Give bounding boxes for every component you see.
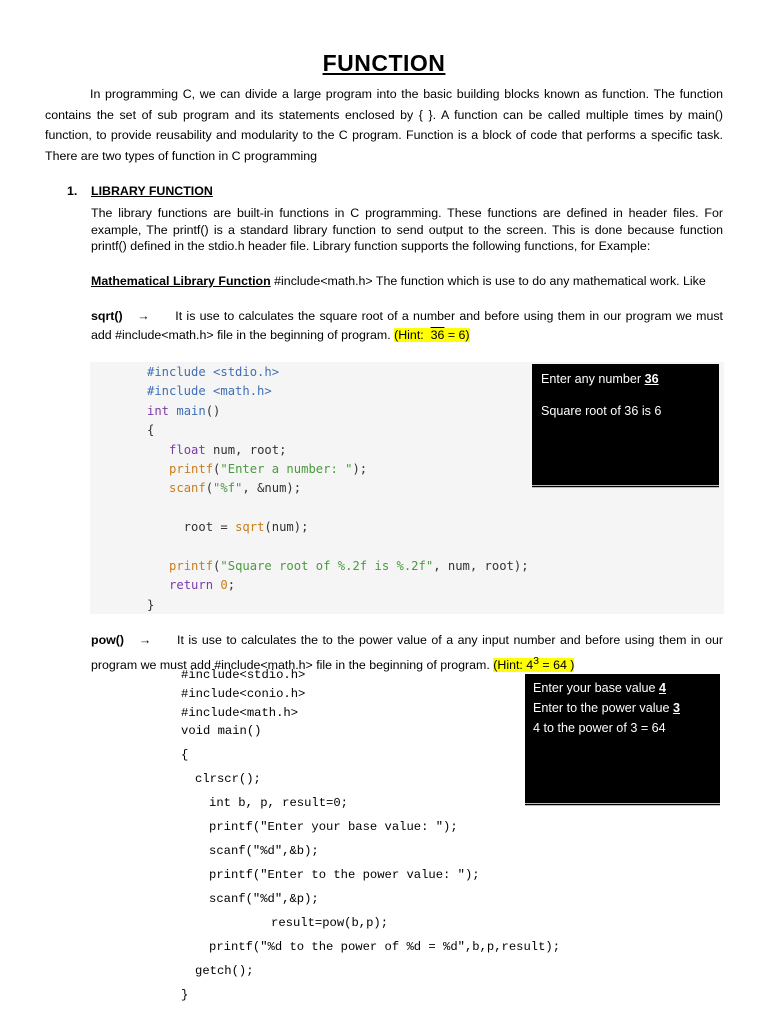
sqrt-description (91, 307, 723, 345)
sqrt-output-line-2: Square root of 36 is 6 (541, 404, 662, 418)
library-function-paragraph: The library functions are built-in functions in C programming. These functions are defined in header files. For example, The printf() is a standard library function to send output to the screen. This is done because function printf() defined in the stdio.h header file. Library function supports the following functions, for Example: (91, 206, 723, 253)
sqrt-hint: (Hint: 36 = 6) (394, 328, 470, 342)
intro-paragraph: In programming C, we can divide a large program into the basic building blocks known as function. The function contains the set of sub program and its statements enclosed by { }. A function can be called multiple times by main() function, to provide reusability and modularity to the C program. Function is a block of code that performs a specific task. There are two types of function in C programming (45, 87, 723, 163)
pow-desc-text: It is use to calculates the to the power value of a any input number and before using them in our program we must add #include<math.h> file in the beginning of program. (91, 633, 723, 673)
pow-output-terminal (525, 674, 720, 806)
sqrt-output-line-1: Enter any number 36 (541, 372, 659, 386)
pow-output-line-1: Enter your base value 4 (533, 681, 667, 695)
pow-name: pow() (91, 633, 125, 647)
sqrt-name: sqrt() (91, 309, 123, 323)
section-title: LIBRARY FUNCTION (91, 184, 213, 198)
math-library-text: #include<math.h> The function which is use to do any mathematical work. Like (274, 274, 706, 288)
pow-hint: (Hint: $4^3 = 64$ ) (493, 656, 575, 673)
sqrt-code: #include <stdio.h> #include <math.h> int main() { float num, root; printf("Enter a number: "); scanf("%f", &num); root = sqrt(num); printf("Square root of %.2f is %.2f", num, root); return 0; } (147, 365, 529, 612)
arrow-icon: → (138, 633, 152, 647)
math-library-heading: Mathematical Library Function (91, 274, 271, 288)
sqrt-desc-text: It is use to calculates the square root of a number and before using them in our program we must add #include<math.h> file in the beginning of program. (91, 309, 723, 342)
sqrt-output-terminal (532, 364, 719, 488)
page-title: FUNCTION (322, 50, 446, 76)
section-number: 1. (67, 184, 78, 198)
pow-output-line-3: 4 to the power of 3 = 64 (533, 721, 666, 735)
math-library-line (91, 274, 706, 288)
arrow-icon: → (137, 309, 150, 323)
sqrt-radicand: 36 (430, 328, 445, 342)
pow-output-line-2: Enter to the power value 3 (533, 701, 681, 715)
